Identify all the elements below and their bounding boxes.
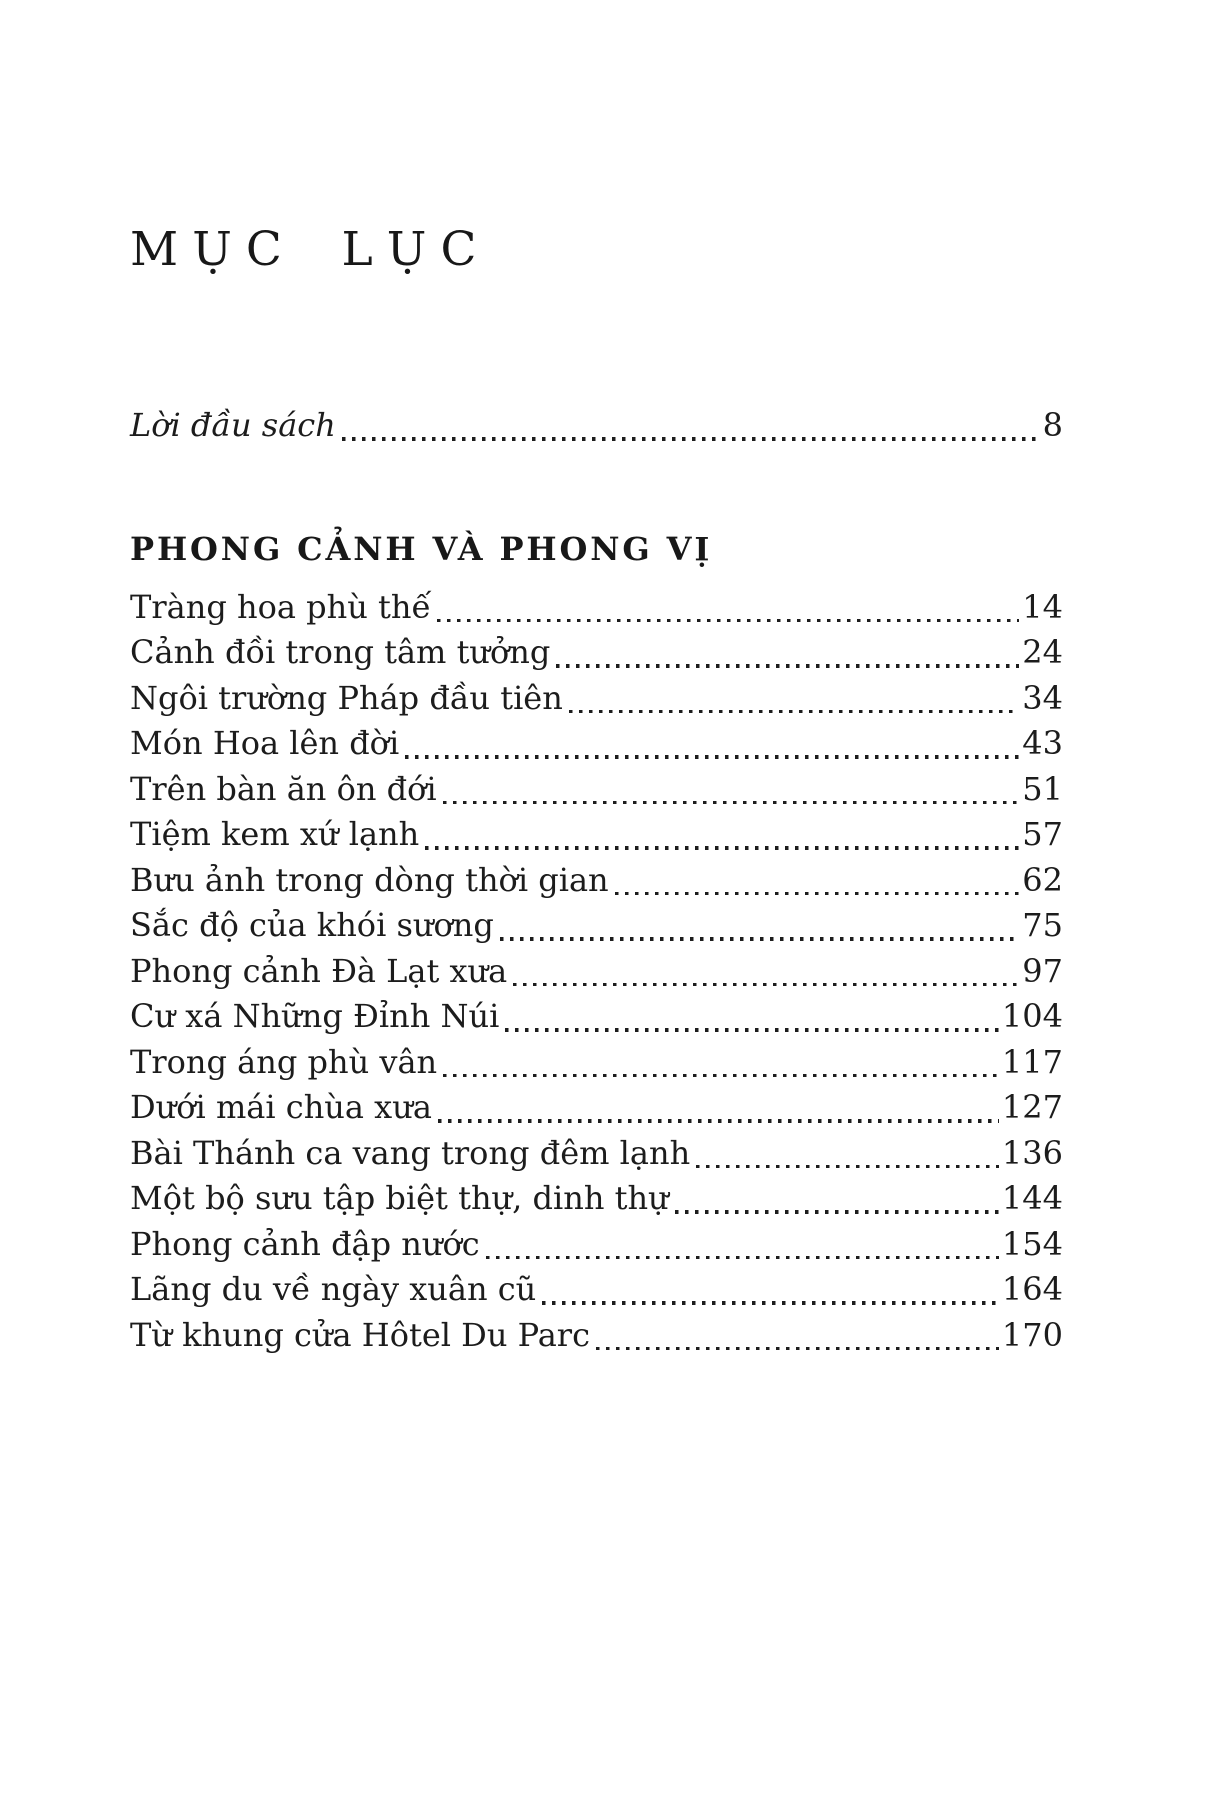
dotted-leader bbox=[443, 1074, 999, 1077]
dotted-leader bbox=[505, 1028, 999, 1031]
toc-entry-label: Trên bàn ăn ôn đới bbox=[130, 769, 437, 808]
toc-entry-page: 164 bbox=[1001, 1270, 1063, 1308]
toc-entry-page: 127 bbox=[1001, 1088, 1063, 1126]
dotted-leader bbox=[342, 437, 1040, 440]
toc-entry-label: Bài Thánh ca vang trong đêm lạnh bbox=[130, 1133, 691, 1172]
dotted-leader bbox=[486, 1256, 999, 1259]
dotted-leader bbox=[405, 755, 1019, 758]
toc-entry bbox=[130, 1176, 1063, 1222]
toc-entry-page: 97 bbox=[1022, 951, 1063, 990]
toc-entry bbox=[130, 812, 1063, 858]
toc-entry-label: Lãng du về ngày xuân cũ bbox=[130, 1270, 537, 1308]
toc-entry-label: Ngôi trường Pháp đầu tiên bbox=[130, 678, 563, 717]
toc-entry bbox=[130, 630, 1063, 676]
toc-entry-label: Cư xá Những Đỉnh Núi bbox=[130, 997, 500, 1035]
toc-entry bbox=[130, 949, 1063, 995]
toc-entry-page: 14 bbox=[1022, 587, 1063, 626]
toc-entry bbox=[130, 1040, 1063, 1086]
toc-entry-label: Bưu ảnh trong dòng thời gian bbox=[130, 860, 609, 899]
front-matter-entry bbox=[130, 403, 1063, 449]
dotted-leader bbox=[513, 983, 1019, 986]
toc-entry-page: 136 bbox=[1001, 1133, 1063, 1172]
dotted-leader bbox=[615, 892, 1020, 895]
dotted-leader bbox=[437, 619, 1019, 622]
toc-entry bbox=[130, 1267, 1063, 1313]
toc-entry-page: 117 bbox=[1001, 1042, 1063, 1081]
toc-entry bbox=[130, 1085, 1063, 1131]
toc-entry-page: 75 bbox=[1022, 906, 1063, 944]
dotted-leader bbox=[425, 846, 1019, 849]
dotted-leader bbox=[438, 1119, 999, 1122]
dotted-leader bbox=[542, 1301, 999, 1304]
toc-entry bbox=[130, 721, 1063, 767]
dotted-leader bbox=[500, 937, 1019, 940]
toc-entry-page: 57 bbox=[1022, 815, 1063, 853]
toc-entry-label: Phong cảnh đập nước bbox=[130, 1224, 480, 1263]
toc-entry-page: 144 bbox=[1001, 1179, 1063, 1217]
toc-entry bbox=[130, 994, 1063, 1040]
toc-entry-page: 51 bbox=[1022, 769, 1063, 808]
toc-entry bbox=[130, 903, 1063, 949]
toc-entry-label: Một bộ sưu tập biệt thự, dinh thự bbox=[130, 1179, 669, 1217]
toc-entry-label: Phong cảnh Đà Lạt xưa bbox=[130, 951, 508, 990]
toc-entry-label: Tiệm kem xứ lạnh bbox=[130, 815, 420, 853]
section-header: PHONG CẢNH VÀ PHONG VỊ bbox=[130, 529, 713, 568]
toc-entry-label: Từ khung cửa Hôtel Du Parc bbox=[130, 1315, 590, 1354]
toc-entry bbox=[130, 1313, 1063, 1359]
toc-entry-label: Tràng hoa phù thế bbox=[130, 587, 432, 626]
toc-list bbox=[130, 585, 1063, 1359]
toc-entry-label: Dưới mái chùa xưa bbox=[130, 1088, 432, 1126]
toc-entry bbox=[130, 767, 1063, 813]
toc-entry-label: Món Hoa lên đời bbox=[130, 724, 400, 762]
toc-entry-page: 170 bbox=[1001, 1315, 1063, 1354]
dotted-leader bbox=[696, 1165, 999, 1168]
toc-entry-page: 34 bbox=[1022, 678, 1063, 717]
page-title: MỤC LỤC bbox=[130, 222, 491, 277]
dotted-leader bbox=[569, 710, 1019, 713]
toc-entry-page: 154 bbox=[1001, 1224, 1063, 1263]
dotted-leader bbox=[443, 801, 1020, 804]
dotted-leader bbox=[675, 1210, 999, 1213]
toc-entry-page: 104 bbox=[1001, 997, 1063, 1035]
toc-entry bbox=[130, 1222, 1063, 1268]
toc-entry bbox=[130, 858, 1063, 904]
front-matter-page: 8 bbox=[1042, 406, 1063, 444]
toc-entry-page: 43 bbox=[1022, 724, 1063, 762]
dotted-leader bbox=[596, 1347, 999, 1350]
toc-entry-label: Trong áng phù vân bbox=[130, 1042, 438, 1081]
toc-entry bbox=[130, 1131, 1063, 1177]
toc-entry-page: 24 bbox=[1022, 633, 1063, 671]
toc-entry-page: 62 bbox=[1022, 860, 1063, 899]
toc-entry bbox=[130, 585, 1063, 631]
toc-entry-label: Sắc độ của khói sương bbox=[130, 906, 494, 944]
dotted-leader bbox=[556, 664, 1019, 667]
toc-entry-label: Cảnh đồi trong tâm tưởng bbox=[130, 633, 551, 671]
toc-entry bbox=[130, 676, 1063, 722]
front-matter-label: Lời đầu sách bbox=[130, 406, 336, 444]
